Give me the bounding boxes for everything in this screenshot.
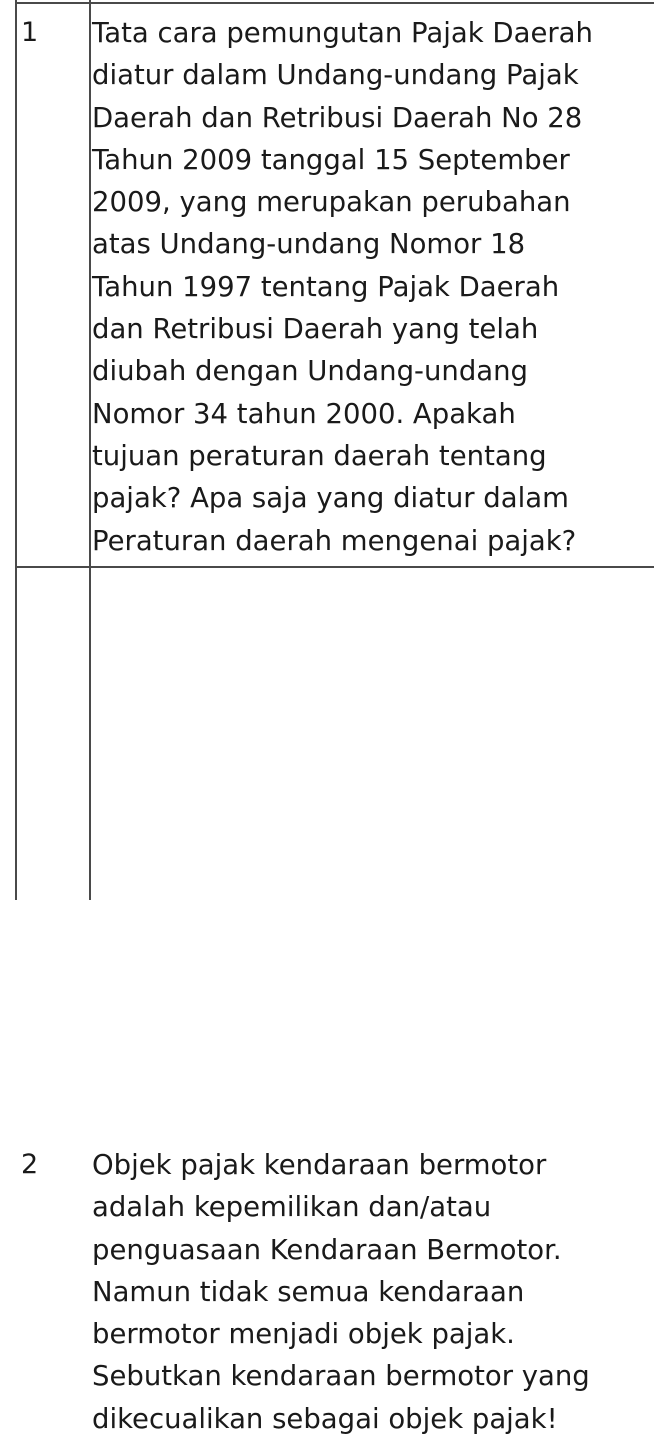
- table-row: [17, 567, 654, 1435]
- question-table: [15, 0, 654, 1435]
- row-number: 2: [21, 1149, 39, 1180]
- question-text: Objek pajak kendaraan bermotor adalah kepemilikan dan/atau penguasaan Kendaraan Bermotor. Namun tidak semua kendaraan bermotor menjadi objek pajak. Sebutkan kendaraan bermotor yang dikecualikan sebagai objek pajak!: [92, 1149, 590, 1435]
- row-number: 1: [21, 17, 39, 48]
- question-text: Tata cara pemungutan Pajak Daerah diatur dalam Undang-undang Pajak Daerah dan Retribusi Daerah No 28 Tahun 2009 tanggal 15 September 2009, yang merupakan perubahan atas Undang-undang Nomor 18 Tahun 1997 tentang Pajak Daerah dan Retribusi Daerah yang telah diubah dengan Undang-undang Nomor 34 tahun 2000. Apakah tujuan peraturan daerah tentang pajak? Apa saja yang diatur dalam Peraturan daerah mengenai pajak?: [92, 17, 593, 557]
- table-row: [17, 0, 654, 567]
